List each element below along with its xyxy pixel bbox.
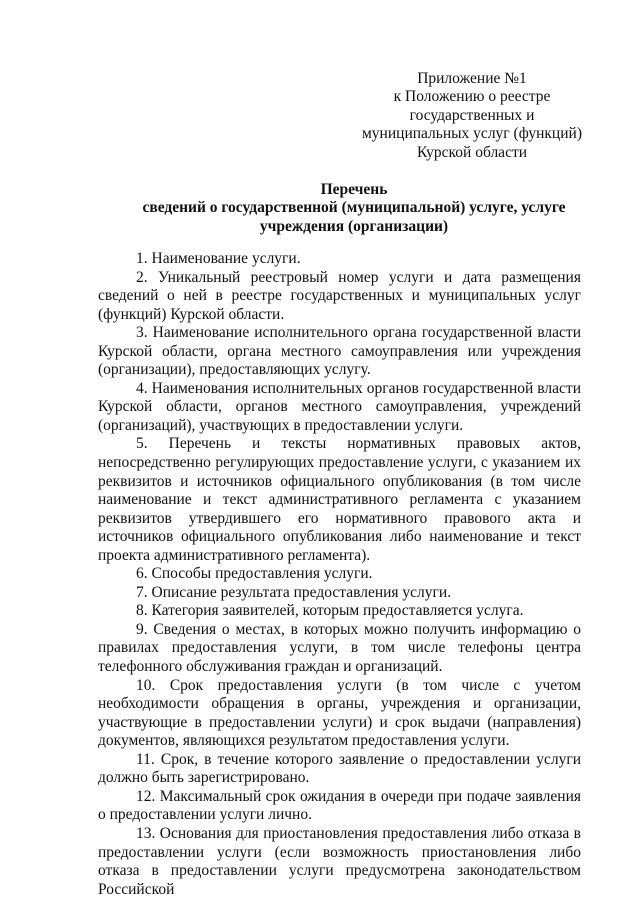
list-item: 7. Описание результата предоставления услуги.: [136, 583, 452, 601]
list-item: 3. Наименование исполнительного органа государственной власти Курской области, органа местного самоуправления или учреждения (организации), предоставляющих услугу.: [98, 324, 581, 379]
title-line: сведений о государственной (муниципальной) услуге, услуге: [142, 199, 566, 217]
list-item: 13. Основания для приостановления предоставления либо отказа в предоставлении услуги (если возможность приостановления либо отказа в предоставлении услуги предусмотрена законодательством Российской: [98, 824, 581, 898]
title-line: Перечень: [320, 181, 388, 198]
list-item: 8. Категория заявителей, которым предоставляется услуга.: [136, 602, 524, 620]
annex-number: Приложение №1: [417, 70, 527, 87]
annex-reference: муниципальных услуг (функций): [362, 125, 582, 143]
items-list: [98, 250, 581, 899]
list-item: 9. Сведения о местах, в которых можно получить информацию о правилах предоставления услуги, в том числе телефоны центра телефонного обслуживания граждан и организаций.: [98, 620, 581, 676]
title-line: учреждения (организации): [259, 217, 449, 235]
list-item: 6. Способы предоставления услуги.: [136, 565, 373, 583]
document-title: [100, 181, 608, 236]
list-item: 12. Максимальный срок ожидания в очереди при подаче заявления о предоставлении услуги лично.: [98, 787, 581, 824]
list-item: 4. Наименования исполнительных органов государственной власти Курской области, органов местного самоуправления, учреждений (организаций), участвующих в предоставлении услуги.: [98, 379, 581, 434]
list-item: 11. Срок, в течение которого заявление о предоставлении услуги должно быть зарегистрировано.: [98, 750, 581, 787]
list-item: 10. Срок предоставления услуги (в том числе с учетом необходимости обращения в органы, учреждения и организации, участвующие в предоставлении услуги) и срок выдачи (направления) документов, являющихся результатом предоставления услуги.: [98, 676, 581, 750]
annex-reference: государственных и: [409, 106, 535, 124]
list-item: 2. Уникальный реестровый номер услуги и дата размещения сведений о ней в реестре государственных и муниципальных услуг (функций) Курской области.: [98, 268, 581, 323]
list-item: 5. Перечень и тексты нормативных правовых актов, непосредственно регулирующих предоставление услуги, с указанием их реквизитов и источников официального опубликования (в том числе наименование и текст административного регламента с указанием реквизитов утвердившего его нормативного правового акта и источников официального опубликования либо наименование и текст проекта административного регламента).: [98, 435, 581, 564]
annex-reference: к Положению о реестре: [393, 88, 551, 106]
annex-region: Курской области: [416, 143, 528, 161]
annex-header: [356, 70, 588, 162]
list-item: 1. Наименование услуги.: [136, 250, 301, 267]
